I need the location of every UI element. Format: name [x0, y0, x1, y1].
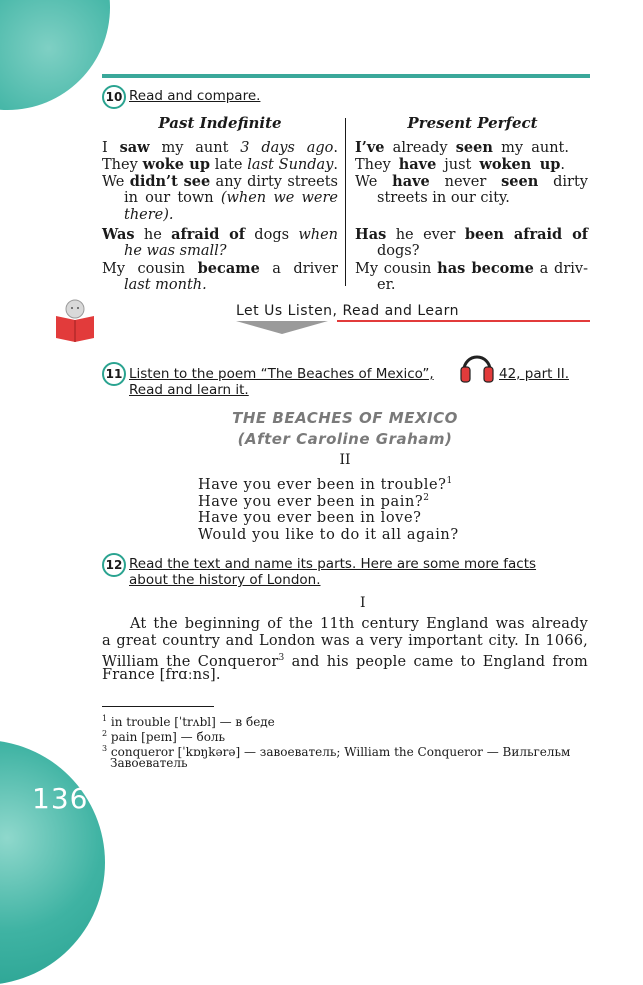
- paragraph-line-2: a great country and London was a very important city. In 1066,: [102, 633, 588, 649]
- perfect-line-3: We have never seen dirty: [355, 173, 588, 190]
- exercise-10-instruction: Read and compare.: [129, 88, 261, 104]
- text-section-number: I: [360, 595, 366, 611]
- page-number: 136: [32, 782, 89, 815]
- column-divider: [345, 118, 346, 286]
- paragraph-line-1: At the beginning of the 11th century England was already: [130, 616, 588, 632]
- footnote-3-continued: Завоеватель: [110, 756, 188, 770]
- past-line-9: last month.: [124, 277, 207, 293]
- poem-part-number: II: [339, 452, 351, 468]
- past-line-8: My cousin became a driver: [102, 260, 338, 277]
- top-rule: [102, 74, 590, 78]
- exercise-10-number: 10: [102, 85, 126, 109]
- past-line-3: We didn’t see any dirty streets: [102, 173, 338, 190]
- poem-line-4: Would you like to do it all again?: [198, 527, 459, 543]
- exercise-11-instruction-line-1: Listen to the poem “The Beaches of Mexico”,: [129, 366, 434, 382]
- past-line-2: They woke up late last Sunday.: [102, 156, 338, 173]
- footnote-1: $^1$ in trouble [ˈtrʌbl] — в беде: [102, 714, 275, 729]
- poem-line-1: Have you ever been in trouble?$^1$: [198, 476, 453, 493]
- exercise-11-instruction-track: 42, part II.: [499, 366, 569, 382]
- footnote-3: $^3$ conqueror [ˈkɒŋkərə] — завоеватель; William the Conqueror — Вильгельм: [102, 744, 571, 759]
- exercise-12-instruction-line-1: Read the text and name its parts. Here are some more facts: [129, 556, 537, 572]
- exercise-12-instruction-line-2: about the history of London.: [129, 572, 321, 588]
- past-line-6: Was he afraid of dogs when: [102, 226, 338, 243]
- poem-title: THE BEACHES OF MEXICO: [232, 409, 458, 427]
- perfect-line-6: dogs?: [377, 243, 420, 259]
- past-line-4: in our town (when we were: [124, 190, 338, 206]
- perfect-line-8: er.: [377, 277, 396, 293]
- perfect-line-4: streets in our city.: [377, 190, 510, 206]
- past-line-5: there).: [124, 207, 174, 223]
- reading-child-icon: [52, 298, 98, 342]
- perfect-line-2: They have just woken up.: [355, 156, 565, 173]
- footnote-2: $^2$ pain [peɪn] — боль: [102, 729, 226, 744]
- listen-banner-arrow: [236, 321, 328, 334]
- listen-banner-text: Let Us Listen, Read and Learn: [236, 303, 460, 319]
- corner-decoration-top: [0, 0, 110, 110]
- paragraph-line-3: William the Conqueror$^3$ and his people came to England from: [102, 653, 589, 670]
- exercise-11-instruction-line-2: Read and learn it.: [129, 382, 249, 398]
- exercise-12-number: 12: [102, 553, 126, 577]
- perfect-line-1: I’ve already seen my aunt.: [355, 139, 569, 156]
- poem-line-2: Have you ever been in pain?$^2$: [198, 493, 430, 510]
- footnote-rule: [102, 706, 214, 707]
- perfect-line-7: My cousin has become a driv-: [355, 260, 588, 277]
- perfect-line-5: Has he ever been afraid of: [355, 226, 588, 243]
- exercise-11-number: 11: [102, 362, 126, 386]
- paragraph-line-4: France [frɑːns].: [102, 667, 221, 683]
- column-head-past-indefinite: Past Indefinite: [158, 114, 282, 132]
- past-line-1: I saw my aunt 3 days ago.: [102, 139, 338, 156]
- past-line-7: he was small?: [124, 243, 227, 259]
- corner-decoration-bottom: [0, 740, 105, 985]
- poem-line-3: Have you ever been in love?: [198, 510, 422, 526]
- poem-author: (After Caroline Graham): [237, 430, 453, 448]
- column-head-present-perfect: Present Perfect: [407, 114, 538, 132]
- headphones-icon: [459, 348, 495, 384]
- listen-banner-underline: [337, 320, 590, 322]
